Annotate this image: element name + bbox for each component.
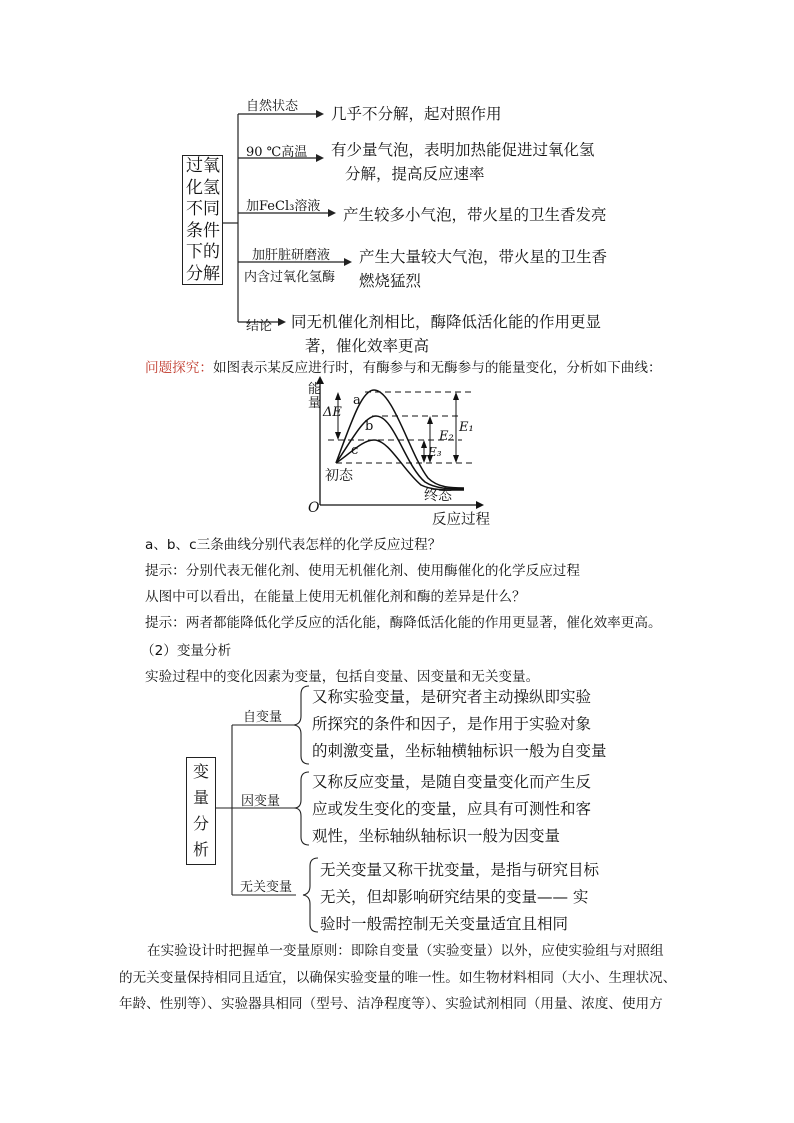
independent-variable-text: 又称实验变量，是研究者主动操纵即实验 所探究的条件和因子，是作用于实验对象 的刺激变量，坐标轴横轴标识一般为自变量 [312, 688, 607, 760]
dependent-variable-text: 又称反应变量，是随自变量变化而产生反 应或发生变化的变量，应具有可测性和客 观性，坐标轴纵轴标识一般为因变量 [312, 773, 592, 845]
condition-liver: 加肝脏研磨液 [252, 248, 331, 263]
question-2: 从图中可以看出，在能量上使用无机催化剂和酶的差异是什么？ [145, 589, 526, 605]
curve-c-label: c [351, 443, 359, 458]
variable-root-label: 变量分析 [192, 762, 209, 859]
condition-fecl3: 加FeCl₃溶液 [246, 199, 321, 214]
delta-e-label: ΔE [323, 405, 342, 420]
result-natural: 几乎不分解，起对照作用 [331, 105, 502, 123]
condition-natural: 自然状态 [246, 99, 299, 114]
curve-b-label: b [365, 419, 374, 434]
section-heading: （2）变量分析 [141, 643, 232, 659]
initial-state-label: 初态 [325, 468, 353, 484]
condition-liver-sub: 内含过氧化氢酶 [244, 270, 336, 285]
condition-high-temp: 90 ℃高温 [246, 145, 308, 160]
dependent-variable-label: 因变量 [241, 794, 281, 809]
closing-paragraph: 在实验设计时把握单一变量原则：即除自变量（实验变量）以外，应使实验组与对照组 的无关变量保持相同且适宜，以确保实验变量的唯一性。如生物材料相同（大小、生理状况、 年龄、性别等）、实验器具相同（型号、洁净程度等）、实验试剂相同（用量、浓度、使用方 [119, 943, 677, 1012]
irrelevant-variable-label: 无关变量 [240, 880, 293, 895]
result-fecl3: 产生较多小气泡，带火星的卫生香发亮 [343, 206, 607, 224]
inquiry-label: 问题探究： [145, 360, 213, 376]
section-intro: 实验过程中的变化因素为变量，包括自变量、因变量和无关变量。 [145, 669, 540, 685]
inquiry-text: 如图表示某反应进行时，有酶参与和无酶参与的能量变化，分析如下曲线： [212, 360, 662, 376]
curve-a-label: a [353, 393, 361, 408]
y-axis-label: 能量 [308, 382, 322, 411]
x-axis-label: 反应过程 [432, 512, 490, 528]
brace-dependent [294, 772, 309, 845]
e3-label: E₃ [428, 445, 442, 459]
irrelevant-variable-text: 无关变量又称干扰变量，是指与研究目标 无关，但却影响研究结果的变量—— 实 验时一般需控制无关变量适宜且相同 [320, 861, 600, 933]
decomp-root-label: 过氧化氢不同条件下的分解 [186, 156, 220, 284]
origin-label: O [308, 500, 320, 516]
independent-variable-label: 自变量 [243, 710, 283, 725]
result-high-temp: 有少量气泡，表明加热能促进过氧化氢 分解，提高反应速率 [331, 141, 595, 183]
final-state-label: 终态 [424, 488, 452, 504]
result-liver: 产生大量较大气泡，带火星的卫生香 燃烧猛烈 [359, 248, 608, 290]
brace-independent [294, 686, 309, 764]
e2-label: E₂ [439, 429, 454, 444]
question-1: a、b、c三条曲线分别代表怎样的化学反应过程？ [145, 537, 442, 553]
e1-label: E₁ [459, 420, 474, 435]
answer-2: 提示：两者都能降低化学反应的活化能，酶降低活化能的作用更显著，催化效率更高。 [145, 615, 662, 631]
brace-irrelevant [303, 858, 318, 932]
condition-conclusion: 结论 [246, 319, 273, 334]
result-conclusion: 同无机催化剂相比，酶降低活化能的作用更显 著，催化效率更高 [291, 313, 602, 355]
answer-1: 提示：分别代表无催化剂、使用无机催化剂、使用酶催化的化学反应过程 [145, 563, 580, 579]
